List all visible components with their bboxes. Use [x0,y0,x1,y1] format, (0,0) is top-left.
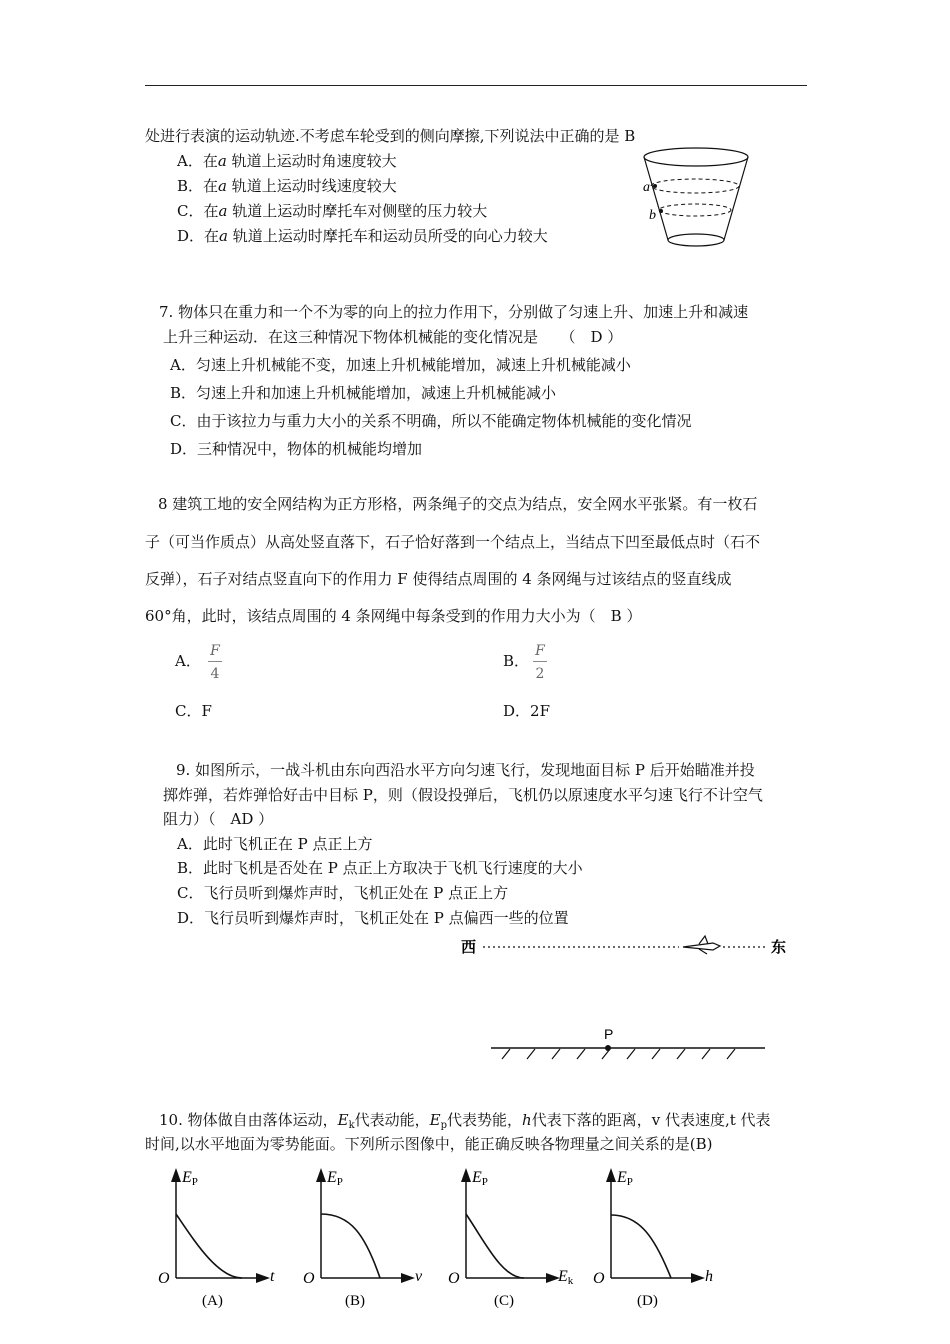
q8-line1: 8 建筑工地的安全网结构为正方形格，两条绳子的交点为结点，安全网水平张紧。有一枚石 [158,495,758,513]
svg-text:t: t [270,1268,275,1285]
q9-option-a: A．此时飞机正在 P 点正上方 [177,835,373,853]
q7-option-a: A．匀速上升机械能不变，加速上升机械能增加，减速上升机械能减小 [170,356,631,374]
q8-option-b-fraction: F 2 [532,643,548,684]
q7-option-c: C．由于该拉力与重力大小的关系不明确，所以不能确定物体机械能的变化情况 [170,412,692,430]
q6-cup-figure [640,140,755,255]
svg-text:(D): (D) [637,1293,658,1309]
q6-option-c: C．在a 轨道上运动时摩托车对侧壁的压力较大 [177,202,488,220]
q7-stem-line2: 上升三种运动．在这三种情况下物体机械能的变化情况是 （ D ） [163,328,623,346]
q10-graph-d [585,1162,725,1312]
q9-target-point [605,1045,611,1051]
svg-text:EP: EP [472,1169,488,1188]
q6-option-a: A．在a 轨道上运动时角速度较大 [177,152,397,170]
q8-option-b-label: B． [503,652,530,670]
svg-text:(C): (C) [494,1293,514,1309]
q9-east-label: 东 [771,938,787,956]
q9-west-label: 西 [461,938,477,956]
q10-line1: 10. 物体做自由落体运动，$E_k$代表动能，$E_p$代表势能，h代表下落的距离，v 代表速度,t 代表 [159,1111,771,1131]
svg-text:EP: EP [182,1169,198,1188]
svg-text:O: O [593,1270,605,1287]
q7-stem-line1: 7. 物体只在重力和一个不为零的向上的拉力作用下，分别做了匀速上升、加速上升和减速 [159,303,749,321]
q7-option-d: D．三种情况中，物体的机械能均增加 [170,440,423,458]
q9-target-label: P [604,1026,614,1042]
q8-line4: 60°角，此时，该结点周围的 4 条网绳中每条受到的作用力大小为（ B ） [145,607,642,625]
q6-option-b: B．在a 轨道上运动时线速度较大 [177,177,397,195]
svg-text:(B): (B) [345,1293,365,1309]
q6-stem: 处进行表演的运动轨迹.不考虑车轮受到的侧向摩擦,下列说法中正确的是 B [145,127,636,145]
header-rule [145,85,807,86]
q8-option-d: D．2F [503,702,550,720]
q10-graph-c [440,1162,590,1312]
q9-option-d: D．飞行员听到爆炸声时，飞机正处在 P 点偏西一些的位置 [177,909,569,927]
q9-option-b: B．此时飞机是否处在 P 点正上方取决于飞机飞行速度的大小 [177,859,583,877]
q6-label-a: a [643,180,650,195]
svg-text:(A): (A) [202,1293,223,1309]
q10-line2: 时间,以水平地面为零势能面。下列所示图像中，能正确反映各物理量之间关系的是(B) [145,1135,713,1153]
q10-graph-a [150,1162,290,1312]
svg-text:EP: EP [617,1169,633,1188]
q8-option-a-fraction: F 4 [207,643,223,684]
q10-graph-b [295,1162,435,1312]
q7-option-b: B．匀速上升和加速上升机械能增加，减速上升机械能减小 [170,384,557,402]
svg-text:Ek: Ek [558,1268,574,1287]
svg-text:O: O [448,1270,460,1287]
q9-stem-line3: 阻力）（ AD ） [163,810,274,828]
svg-text:v: v [415,1268,423,1285]
plane-icon [683,936,720,954]
q8-option-a-label: A． [175,652,201,670]
svg-text:O: O [158,1270,170,1287]
svg-text:EP: EP [327,1169,343,1188]
q8-option-c: C．F [175,702,212,720]
svg-text:O: O [303,1270,315,1287]
q6-option-d: D．在a 轨道上运动时摩托车和运动员所受的向心力较大 [177,227,548,245]
q6-label-b: b [649,208,656,223]
q8-line2: 子（可当作质点）从高处竖直落下，石子恰好落到一个结点上，当结点下凹至最低点时（石不 [145,533,761,551]
q8-line3: 反弹），石子对结点竖直向下的作用力 F 使得结点周围的 4 条网绳与过该结点的竖直线成 [145,570,732,588]
q9-stem-line1: 9. 如图所示，一战斗机由东向西沿水平方向匀速飞行，发现地面目标 P 后开始瞄准并投 [176,761,755,779]
q9-stem-line2: 掷炸弹，若炸弹恰好击中目标 P，则（假设投弹后，飞机仍以原速度水平匀速飞行不计空气 [163,786,763,804]
q9-plane-figure [455,930,795,1060]
svg-text:h: h [705,1268,713,1285]
q9-option-c: C．飞行员听到爆炸声时，飞机正处在 P 点正上方 [177,884,509,902]
